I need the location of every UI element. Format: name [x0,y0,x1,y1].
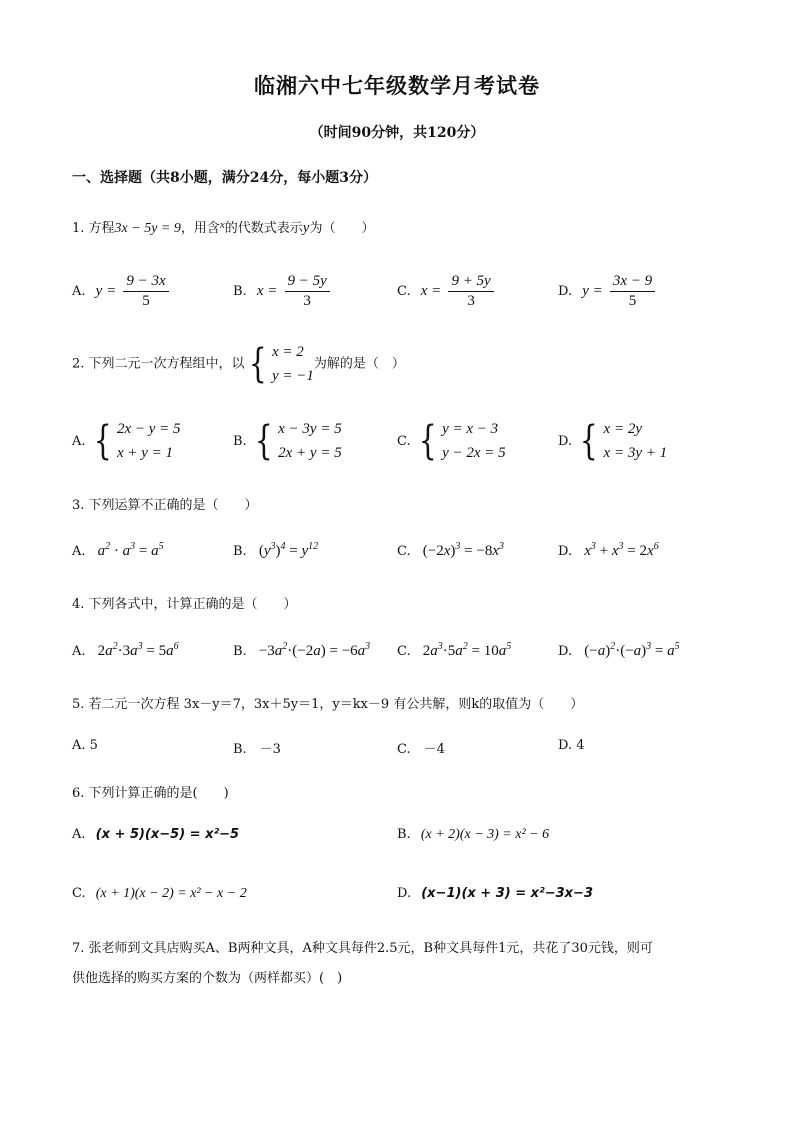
q3-option-c[interactable]: C. $(-2x)^3 = -8x^3$ [397,541,504,559]
question-7-line-1: 7. 张老师到文具店购买A、B两种文具，A种文具每件2.5元，B种文具每件1元，共花了30元钱，则可 [72,941,653,956]
q6-option-c[interactable]: C. (x + 1)(x − 2) = x² − x − 2 [72,886,247,901]
q3-option-d[interactable]: D. $x^3 + x^3 = 2x^6$ [558,541,659,559]
q4-option-d[interactable]: D. $(-a)^2\cdot(-a)^3 = a^5$ [558,641,680,659]
question-6: 6. 下列计算正确的是( ) [72,786,229,801]
q4-option-c[interactable]: C. $2a^3\cdot 5a^2 = 10a^5$ [397,641,512,659]
q3-option-a[interactable]: A. $a^2 \cdot a^3 = a^5$ [72,541,164,559]
q5-option-a[interactable]: A. 5 [72,738,98,753]
q6-option-d[interactable]: D. (x−1)(x + 3) = x²−3x−3 [397,886,593,901]
q2-option-b[interactable]: B. { x − 3y = 5 2x + y = 5 [233,418,342,464]
q6-option-b[interactable]: B. (x + 2)(x − 3) = x² − 6 [397,827,550,842]
page-title: 临湘六中七年级数学月考试卷 [254,73,540,98]
q1-option-c[interactable]: C. x = $\frac{9 + 5y}{3}$ [397,273,497,310]
question-4: 4. 下列各式中，计算正确的是（ ） [72,597,297,612]
q2-solution-system: { x = 2 y = −1 [248,341,314,387]
q5-option-d[interactable]: D. 4 [558,738,585,753]
question-7-line-2: 供他选择的购买方案的个数为（两样都买）( ) [72,971,343,986]
q1-equation: 3x − 5y = 9 [114,221,181,236]
question-2: 2. 下列二元一次方程组中，以 { x = 2 y = −1 为解的是（ ） [72,341,405,387]
q1-option-a[interactable]: A. y = $\frac{9 - 3x}{5}$ [72,273,172,310]
question-5: 5. 若二元一次方程 3x－y＝7，3x＋5y＝1，y＝kx－9 有公共解，则k的取值为（ ） [72,697,584,712]
q4-option-b[interactable]: B. $-3a^2\cdot(-2a) = -6a^3$ [233,641,371,659]
section-heading: 一、选择题（共8小题，满分24分，每小题3分） [72,170,377,186]
q2-option-c[interactable]: C. { y = x − 3 y − 2x = 5 [397,418,506,464]
question-1: 1. 方程3x − 5y = 9，用含$^x$的代数式表示y为（ ） [72,219,375,236]
q5-option-c[interactable]: C. －4 [397,742,445,757]
exam-subtitle: （时间90分钟，共120分） [309,125,485,141]
question-3: 3. 下列运算不正确的是（ ） [72,498,258,513]
q2-option-d[interactable]: D. { x = 2y x = 3y + 1 [558,418,668,464]
q4-option-a[interactable]: A. $2a^2\cdot 3a^3 = 5a^6$ [72,641,179,659]
q6-option-a[interactable]: A. (x + 5)(x−5) = x²−5 [72,827,240,842]
q1-option-b[interactable]: B. x = $\frac{9 - 5y}{3}$ [233,273,333,310]
q2-option-a[interactable]: A. { 2x − y = 5 x + y = 1 [72,418,181,464]
q1-option-d[interactable]: D. y = $\frac{3x - 9}{5}$ [558,273,658,310]
q5-option-b[interactable]: B. －3 [233,742,281,757]
q3-option-b[interactable]: B. $(y^3)^4 = y^{12}$ [233,541,319,559]
